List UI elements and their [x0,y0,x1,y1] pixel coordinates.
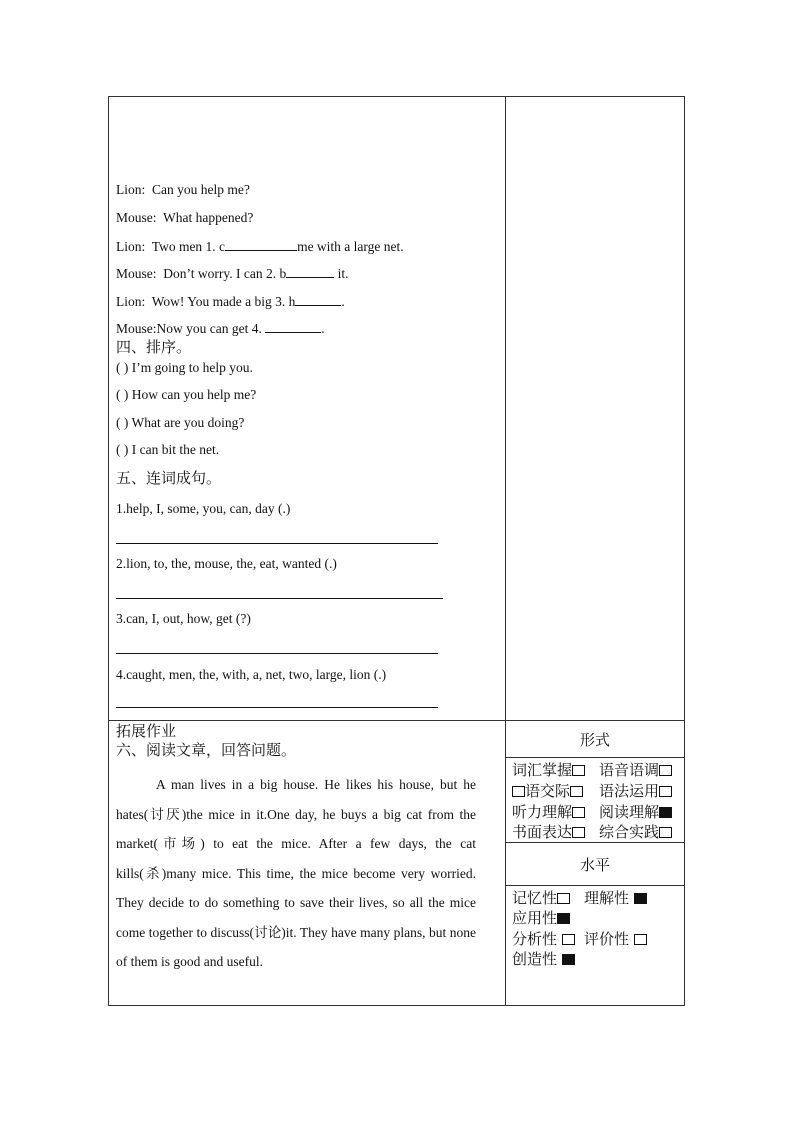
answer-line-3[interactable] [116,653,438,654]
listening-checkbox[interactable] [572,807,585,818]
form-header: 形式 [579,731,610,749]
dialogue-line-2: Mouse: What happened? [116,210,254,225]
order-item-1: ( ) I’m going to help you. [116,360,253,375]
answer-line-1[interactable] [116,543,438,544]
level-item-evaluation: 评价性 [584,929,647,949]
fill-blank-3[interactable] [295,292,341,306]
form-item-listening: 听力理解 [512,802,585,822]
sentence-prompt-1: 1.help, I, some, you, can, day (.) [116,501,291,516]
level-item-application: 应用性 [512,908,570,928]
dialogue-line-4: Mouse: Don’t worry. I can 2. b it. [116,266,349,281]
writing-checkbox[interactable] [572,827,585,838]
practice-checkbox[interactable] [659,827,672,838]
memory-checkbox[interactable] [557,893,570,904]
vocab-checkbox[interactable] [572,765,585,776]
answer-line-4[interactable] [116,707,438,708]
dialogue-line-3: Lion: Two men 1. c me with a large net. [116,239,404,254]
grammar-checkbox[interactable] [659,786,672,797]
section4-title: 四、排序。 [116,338,192,356]
dialogue-line-1: Lion: Can you help me? [116,182,250,197]
level-item-understanding: 理解性 [584,888,647,908]
dialogue-line-5: Lion: Wow! You made a big 3. h . [116,294,345,309]
creativity-checkbox[interactable] [562,954,575,965]
dialogue-line-6: Mouse:Now you can get 4. . [116,321,325,336]
answer-line-2[interactable] [116,598,443,599]
level-header-divider [505,885,685,886]
reading-cell [109,720,505,1007]
understanding-checkbox[interactable] [634,893,647,904]
form-item-grammar: 语法运用 [599,781,672,801]
reading-checkbox[interactable] [659,807,672,818]
form-item-pronunciation: 语音语调 [599,760,672,780]
order-item-4: ( ) I can bit the net. [116,442,220,457]
section6-title: 六、阅读文章，回答问题。 [116,741,297,759]
fill-blank-4[interactable] [265,319,321,333]
level-item-creativity: 创造性 [512,949,575,969]
level-item-memory: 记忆性 [512,888,570,908]
form-item-writing: 书面表达 [512,822,585,842]
fill-blank-2[interactable] [286,264,334,278]
level-item-analysis: 分析性 [512,929,575,949]
fill-blank-1[interactable] [225,237,297,251]
form-item-vocab: 词汇掌握 [512,760,585,780]
communication-box-left[interactable] [512,786,525,797]
analysis-checkbox[interactable] [562,934,575,945]
communication-checkbox[interactable] [570,786,583,797]
worksheet-table [108,96,685,1006]
sentence-prompt-3: 3.can, I, out, how, get (?) [116,611,251,626]
form-item-communication: 语交际 [512,781,583,801]
pronunciation-checkbox[interactable] [659,765,672,776]
extension-label: 拓展作业 [116,722,177,740]
application-checkbox[interactable] [557,913,570,924]
form-body-divider [505,842,685,843]
sentence-prompt-4: 4.caught, men, the, with, a, net, two, large, lion (.) [116,667,387,682]
level-header: 水平 [579,856,610,874]
order-item-2: ( ) How can you help me? [116,387,257,402]
sentence-prompt-2: 2.lion, to, the, mouse, the, eat, wanted (.) [116,556,337,571]
form-item-reading: 阅读理解 [599,802,672,822]
evaluation-checkbox[interactable] [634,934,647,945]
form-header-divider [505,757,685,758]
reading-passage: A man lives in a big house. He likes his house, but he hates(讨厌)the mice in it.One day, he buys a big cat from the market(市场) to eat the mice. After a few days, the cat kills(杀)many mice. This time, the mice become very worried. They decide to do something to save their lives, so all the mice come together to discuss(讨论)it. They have many plans, but none of them is good and useful. [116,777,476,969]
form-item-practice: 综合实践 [599,822,672,842]
order-item-3: ( ) What are you doing? [116,415,245,430]
section5-title: 五、连词成句。 [116,469,222,487]
